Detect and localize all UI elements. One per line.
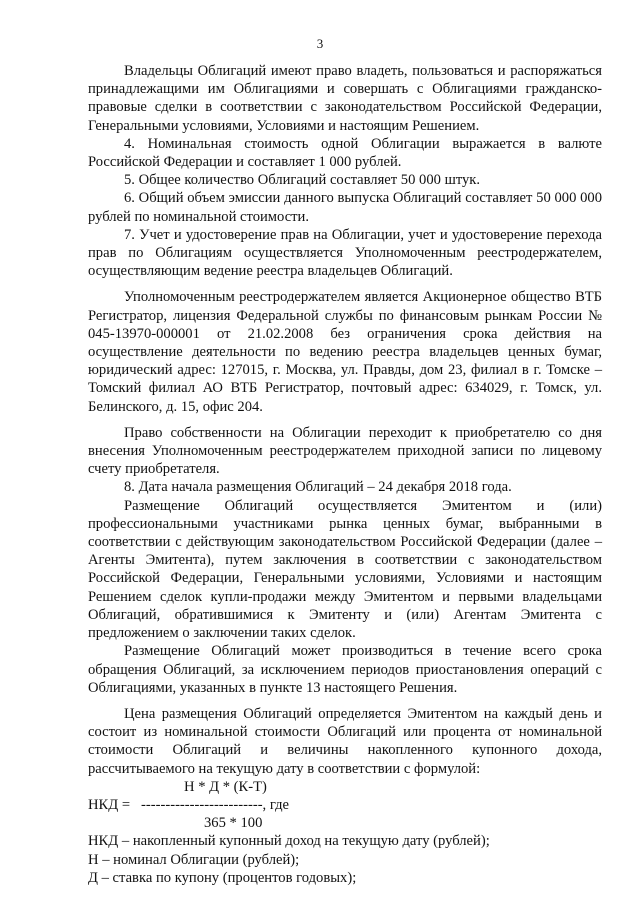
- paragraph-registrar: Уполномоченным реестродержателем является Акционерное общество ВТБ Регистратор, лицензия Федеральной службы по финансовым рынкам России № 045-13970-000001 от 21.02.2008 без ограничения срока действия на осуществление деятельности по ведению реестра владельцев ценных бумаг, юридический адрес: 127015, г. Москва, ул. Правды, дом 23, филиал в г. Томске – Томский филиал АО ВТБ Регистратор, почтовый адрес: 634029, г. Томск, ул. Белинского, д. 15, офис 204.: [88, 289, 602, 415]
- paragraph-rights-accounting: 7. Учет и удостоверение прав на Облигации, учет и удостоверение перехода прав по Облигациям осуществляется Уполномоченным реестродержателем, осуществляющим ведение реестра владельцев Облигаций.: [88, 226, 602, 280]
- paragraph-nominal-value: 4. Номинальная стоимость одной Облигации выражается в валюте Российской Федерации и составляет 1 000 рублей.: [88, 135, 602, 171]
- paragraph-ownership-transfer: Право собственности на Облигации переходит к приобретателю со дня внесения Уполномоченным реестродержателем приходной записи по лицевому счету приобретателя.: [88, 424, 602, 478]
- document-body: [88, 62, 602, 887]
- formula-main-line: НКД = -------------------------, где: [88, 796, 290, 813]
- paragraph-placement-date: 8. Дата начала размещения Облигаций – 24 декабря 2018 года.: [124, 479, 512, 496]
- paragraph-quantity: 5. Общее количество Облигаций составляет 50 000 штук.: [124, 172, 481, 189]
- coupon-formula: [88, 778, 602, 833]
- paragraph-owners-rights: Владельцы Облигаций имеют право владеть, пользоваться и распоряжаться принадлежащими им Облигациями и совершать с Облигациями гражданско-правовые сделки в соответствии с законодательством Российской Федерации, Генеральными условиями, Условиями и настоящим Решением.: [88, 63, 602, 134]
- paragraph-placement-period: Размещение Облигаций может производиться в течение всего срока обращения Облигаций, за исключением периодов приостановления операций с Облигациями, указанных в пункте 13 настоящего Решения.: [88, 643, 602, 696]
- formula-numerator: Н * Д * (К-Т): [184, 778, 267, 795]
- paragraph-issue-volume: 6. Общий объем эмиссии данного выпуска Облигаций составляет 50 000 000 рублей по номинальной стоимости.: [88, 190, 602, 225]
- formula-denominator: 365 * 100: [204, 815, 263, 832]
- definition-n: Н – номинал Облигации (рублей);: [88, 851, 300, 868]
- paragraph-placement-price: Цена размещения Облигаций определяется Эмитентом на каждый день и состоит из номинальной стоимости Облигаций или процента от номинальной стоимости Облигаций и величины накопленного купонного дохода, рассчитываемого на текущую дату в соответствии с формулой:: [88, 705, 602, 777]
- definition-nkd: НКД – накопленный купонный доход на текущую дату (рублей);: [88, 833, 490, 850]
- paragraph-placement-method: Размещение Облигаций осуществляется Эмитентом и (или) профессиональными участниками рынка ценных бумаг, выбранными в соответствии с действующим законодательством Российской Федерации (далее – Агенты Эмитента), путем заключения в соответствии с законодательством Российской Федерации, Генеральными условиями, Условиями и настоящим Решением сделок купли-продажи между Эмитентом и первыми владельцами Облигаций, обратившимися к Эмитенту и (или) Агентам Эмитента с предложением о заключении таких сделок.: [88, 497, 602, 642]
- definition-d: Д – ставка по купону (процентов годовых);: [88, 869, 357, 886]
- page-number: 3: [316, 36, 324, 51]
